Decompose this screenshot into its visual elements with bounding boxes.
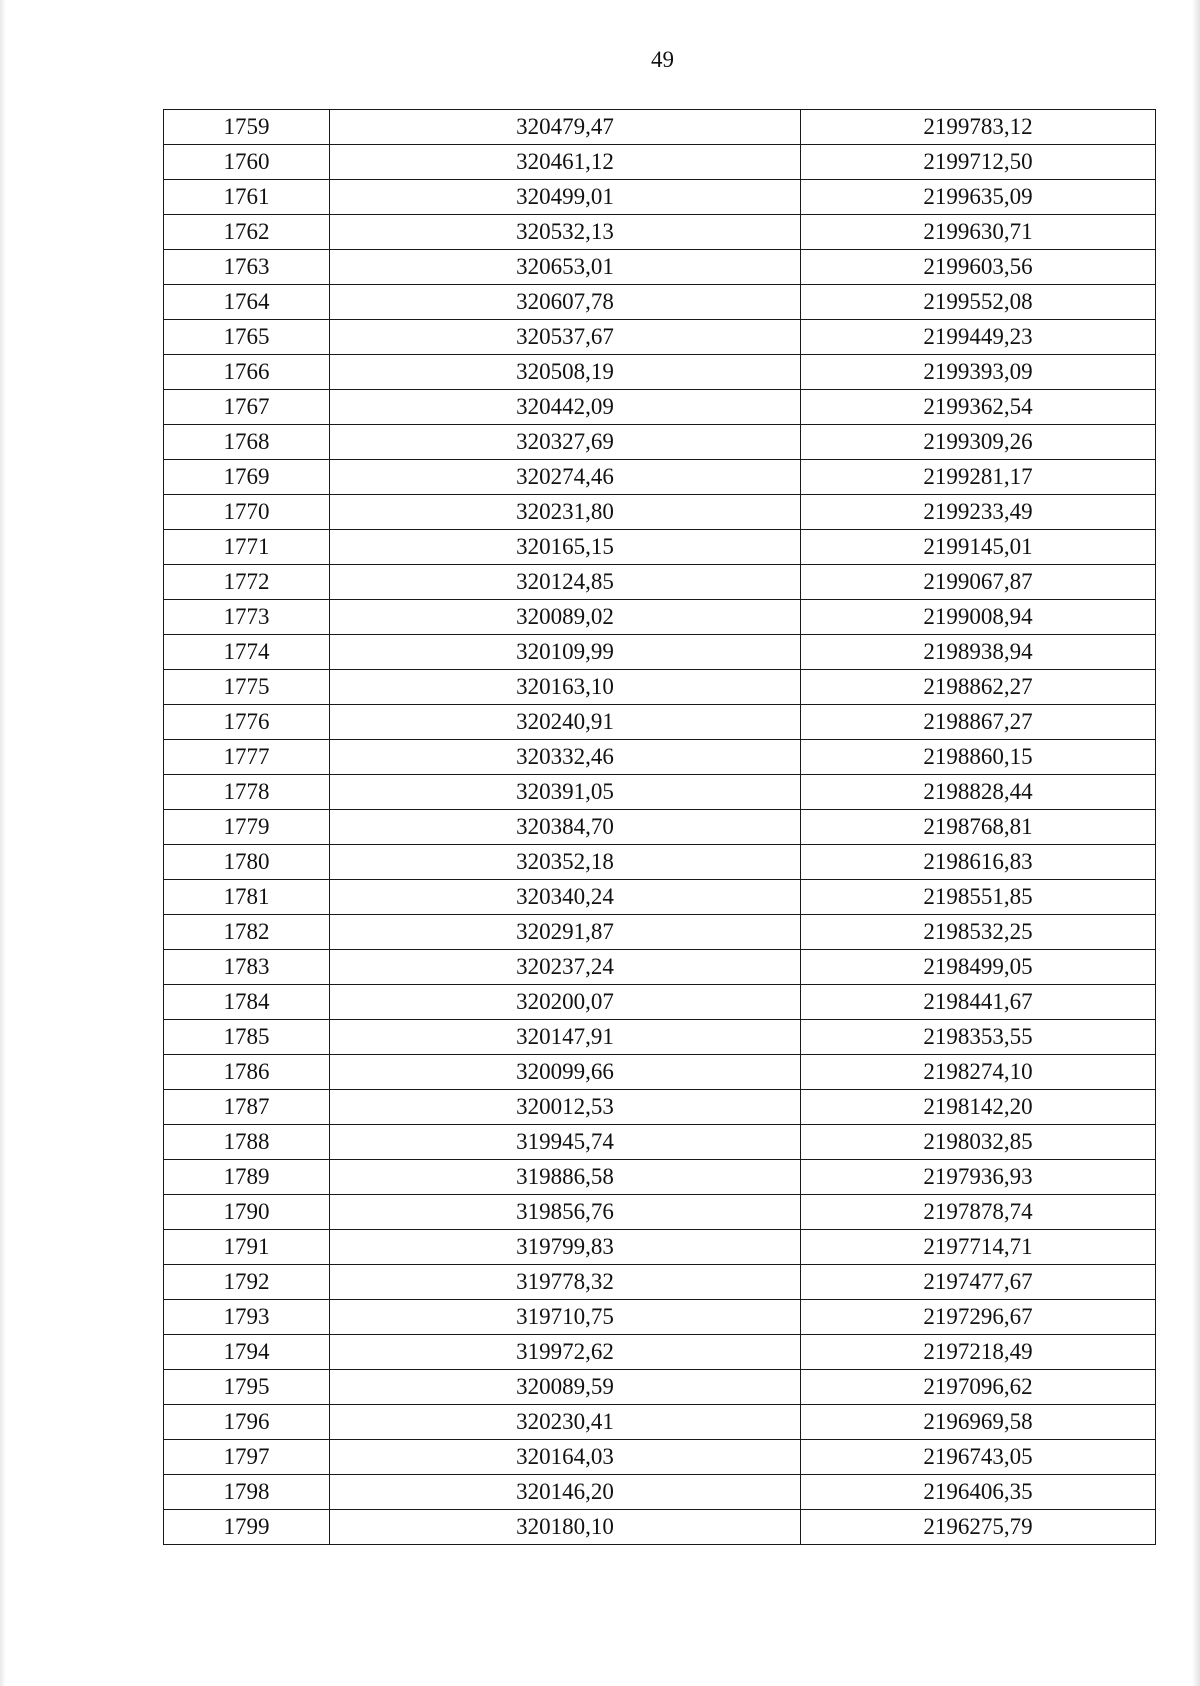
- x-coordinate-cell: 320231,80: [330, 495, 801, 530]
- table-row: [164, 775, 1156, 810]
- y-coordinate-cell: 2199630,71: [801, 215, 1156, 250]
- x-coordinate-cell: 320164,03: [330, 1440, 801, 1475]
- point-number-cell: 1773: [164, 600, 330, 635]
- x-coordinate-cell: 319972,62: [330, 1335, 801, 1370]
- x-coordinate-cell: 320124,85: [330, 565, 801, 600]
- y-coordinate-cell: 2199145,01: [801, 530, 1156, 565]
- table-row: [164, 530, 1156, 565]
- point-number-cell: 1798: [164, 1475, 330, 1510]
- table-row: [164, 985, 1156, 1020]
- y-coordinate-cell: 2198142,20: [801, 1090, 1156, 1125]
- y-coordinate-cell: 2199309,26: [801, 425, 1156, 460]
- point-number-cell: 1783: [164, 950, 330, 985]
- table-row: [164, 1125, 1156, 1160]
- y-coordinate-cell: 2199635,09: [801, 180, 1156, 215]
- x-coordinate-cell: 319710,75: [330, 1300, 801, 1335]
- x-coordinate-cell: 320537,67: [330, 320, 801, 355]
- point-number-cell: 1770: [164, 495, 330, 530]
- x-coordinate-cell: 320165,15: [330, 530, 801, 565]
- table-row: [164, 565, 1156, 600]
- point-number-cell: 1794: [164, 1335, 330, 1370]
- point-number-cell: 1799: [164, 1510, 330, 1545]
- table-row: [164, 915, 1156, 950]
- x-coordinate-cell: 319945,74: [330, 1125, 801, 1160]
- point-number-cell: 1791: [164, 1230, 330, 1265]
- x-coordinate-cell: 320384,70: [330, 810, 801, 845]
- scan-edge-left: [0, 0, 6, 1686]
- y-coordinate-cell: 2198616,83: [801, 845, 1156, 880]
- point-number-cell: 1796: [164, 1405, 330, 1440]
- point-number-cell: 1768: [164, 425, 330, 460]
- y-coordinate-cell: 2199281,17: [801, 460, 1156, 495]
- x-coordinate-cell: 319778,32: [330, 1265, 801, 1300]
- point-number-cell: 1771: [164, 530, 330, 565]
- y-coordinate-cell: 2199067,87: [801, 565, 1156, 600]
- point-number-cell: 1774: [164, 635, 330, 670]
- table-row: [164, 1440, 1156, 1475]
- y-coordinate-cell: 2198274,10: [801, 1055, 1156, 1090]
- y-coordinate-cell: 2199393,09: [801, 355, 1156, 390]
- table-row: [164, 425, 1156, 460]
- table-row: [164, 1090, 1156, 1125]
- point-number-cell: 1781: [164, 880, 330, 915]
- point-number-cell: 1761: [164, 180, 330, 215]
- table-row: [164, 1475, 1156, 1510]
- table-row: [164, 1510, 1156, 1545]
- y-coordinate-cell: 2196969,58: [801, 1405, 1156, 1440]
- point-number-cell: 1784: [164, 985, 330, 1020]
- x-coordinate-cell: 320291,87: [330, 915, 801, 950]
- table-row: [164, 1300, 1156, 1335]
- y-coordinate-cell: 2199603,56: [801, 250, 1156, 285]
- x-coordinate-cell: 320089,59: [330, 1370, 801, 1405]
- point-number-cell: 1789: [164, 1160, 330, 1195]
- x-coordinate-cell: 319799,83: [330, 1230, 801, 1265]
- table-row: [164, 1370, 1156, 1405]
- x-coordinate-cell: 320200,07: [330, 985, 801, 1020]
- x-coordinate-cell: 320532,13: [330, 215, 801, 250]
- table-row: [164, 495, 1156, 530]
- point-number-cell: 1759: [164, 110, 330, 145]
- x-coordinate-cell: 320340,24: [330, 880, 801, 915]
- table-row: [164, 740, 1156, 775]
- x-coordinate-cell: 320237,24: [330, 950, 801, 985]
- y-coordinate-cell: 2198862,27: [801, 670, 1156, 705]
- x-coordinate-cell: 319886,58: [330, 1160, 801, 1195]
- coordinates-table: [163, 109, 1156, 1545]
- point-number-cell: 1778: [164, 775, 330, 810]
- y-coordinate-cell: 2198499,05: [801, 950, 1156, 985]
- x-coordinate-cell: 320109,99: [330, 635, 801, 670]
- table-row: [164, 460, 1156, 495]
- y-coordinate-cell: 2199008,94: [801, 600, 1156, 635]
- point-number-cell: 1788: [164, 1125, 330, 1160]
- point-number-cell: 1760: [164, 145, 330, 180]
- x-coordinate-cell: 320479,47: [330, 110, 801, 145]
- y-coordinate-cell: 2198032,85: [801, 1125, 1156, 1160]
- point-number-cell: 1765: [164, 320, 330, 355]
- y-coordinate-cell: 2198353,55: [801, 1020, 1156, 1055]
- table-row: [164, 880, 1156, 915]
- point-number-cell: 1779: [164, 810, 330, 845]
- table-row: [164, 180, 1156, 215]
- x-coordinate-cell: 320180,10: [330, 1510, 801, 1545]
- y-coordinate-cell: 2197096,62: [801, 1370, 1156, 1405]
- x-coordinate-cell: 320163,10: [330, 670, 801, 705]
- table-row: [164, 635, 1156, 670]
- point-number-cell: 1764: [164, 285, 330, 320]
- table-row: [164, 285, 1156, 320]
- table-row: [164, 810, 1156, 845]
- x-coordinate-cell: 319856,76: [330, 1195, 801, 1230]
- x-coordinate-cell: 320230,41: [330, 1405, 801, 1440]
- point-number-cell: 1777: [164, 740, 330, 775]
- y-coordinate-cell: 2197936,93: [801, 1160, 1156, 1195]
- point-number-cell: 1772: [164, 565, 330, 600]
- y-coordinate-cell: 2197878,74: [801, 1195, 1156, 1230]
- y-coordinate-cell: 2196275,79: [801, 1510, 1156, 1545]
- table-row: [164, 1055, 1156, 1090]
- y-coordinate-cell: 2198938,94: [801, 635, 1156, 670]
- table-row: [164, 705, 1156, 740]
- y-coordinate-cell: 2199783,12: [801, 110, 1156, 145]
- y-coordinate-cell: 2197296,67: [801, 1300, 1156, 1335]
- point-number-cell: 1776: [164, 705, 330, 740]
- table-row: [164, 355, 1156, 390]
- y-coordinate-cell: 2198551,85: [801, 880, 1156, 915]
- x-coordinate-cell: 320352,18: [330, 845, 801, 880]
- table-row: [164, 1230, 1156, 1265]
- point-number-cell: 1795: [164, 1370, 330, 1405]
- table-row: [164, 1335, 1156, 1370]
- x-coordinate-cell: 320146,20: [330, 1475, 801, 1510]
- y-coordinate-cell: 2197477,67: [801, 1265, 1156, 1300]
- y-coordinate-cell: 2198768,81: [801, 810, 1156, 845]
- table-row: [164, 110, 1156, 145]
- table-row: [164, 320, 1156, 355]
- point-number-cell: 1766: [164, 355, 330, 390]
- table-row: [164, 600, 1156, 635]
- y-coordinate-cell: 2199362,54: [801, 390, 1156, 425]
- point-number-cell: 1785: [164, 1020, 330, 1055]
- table-row: [164, 1195, 1156, 1230]
- y-coordinate-cell: 2198860,15: [801, 740, 1156, 775]
- table-row: [164, 1265, 1156, 1300]
- table-row: [164, 845, 1156, 880]
- point-number-cell: 1775: [164, 670, 330, 705]
- table-row: [164, 250, 1156, 285]
- x-coordinate-cell: 320089,02: [330, 600, 801, 635]
- x-coordinate-cell: 320147,91: [330, 1020, 801, 1055]
- y-coordinate-cell: 2197714,71: [801, 1230, 1156, 1265]
- point-number-cell: 1769: [164, 460, 330, 495]
- point-number-cell: 1787: [164, 1090, 330, 1125]
- point-number-cell: 1782: [164, 915, 330, 950]
- coordinates-table-body: [164, 110, 1156, 1545]
- point-number-cell: 1786: [164, 1055, 330, 1090]
- y-coordinate-cell: 2197218,49: [801, 1335, 1156, 1370]
- scan-edge-right: [1192, 0, 1200, 1686]
- x-coordinate-cell: 320499,01: [330, 180, 801, 215]
- y-coordinate-cell: 2196406,35: [801, 1475, 1156, 1510]
- x-coordinate-cell: 320442,09: [330, 390, 801, 425]
- x-coordinate-cell: 320508,19: [330, 355, 801, 390]
- y-coordinate-cell: 2198828,44: [801, 775, 1156, 810]
- y-coordinate-cell: 2198441,67: [801, 985, 1156, 1020]
- table-row: [164, 1020, 1156, 1055]
- y-coordinate-cell: 2199712,50: [801, 145, 1156, 180]
- y-coordinate-cell: 2199552,08: [801, 285, 1156, 320]
- table-row: [164, 670, 1156, 705]
- x-coordinate-cell: 320607,78: [330, 285, 801, 320]
- x-coordinate-cell: 320240,91: [330, 705, 801, 740]
- x-coordinate-cell: 320461,12: [330, 145, 801, 180]
- y-coordinate-cell: 2199449,23: [801, 320, 1156, 355]
- x-coordinate-cell: 320012,53: [330, 1090, 801, 1125]
- point-number-cell: 1793: [164, 1300, 330, 1335]
- x-coordinate-cell: 320327,69: [330, 425, 801, 460]
- point-number-cell: 1792: [164, 1265, 330, 1300]
- table-row: [164, 1160, 1156, 1195]
- y-coordinate-cell: 2196743,05: [801, 1440, 1156, 1475]
- y-coordinate-cell: 2198532,25: [801, 915, 1156, 950]
- point-number-cell: 1780: [164, 845, 330, 880]
- point-number-cell: 1762: [164, 215, 330, 250]
- x-coordinate-cell: 320099,66: [330, 1055, 801, 1090]
- x-coordinate-cell: 320274,46: [330, 460, 801, 495]
- point-number-cell: 1797: [164, 1440, 330, 1475]
- page-number: 49: [651, 47, 674, 72]
- x-coordinate-cell: 320332,46: [330, 740, 801, 775]
- x-coordinate-cell: 320391,05: [330, 775, 801, 810]
- table-row: [164, 215, 1156, 250]
- x-coordinate-cell: 320653,01: [330, 250, 801, 285]
- table-row: [164, 145, 1156, 180]
- y-coordinate-cell: 2198867,27: [801, 705, 1156, 740]
- point-number-cell: 1790: [164, 1195, 330, 1230]
- table-row: [164, 1405, 1156, 1440]
- point-number-cell: 1763: [164, 250, 330, 285]
- y-coordinate-cell: 2199233,49: [801, 495, 1156, 530]
- table-row: [164, 950, 1156, 985]
- table-row: [164, 390, 1156, 425]
- point-number-cell: 1767: [164, 390, 330, 425]
